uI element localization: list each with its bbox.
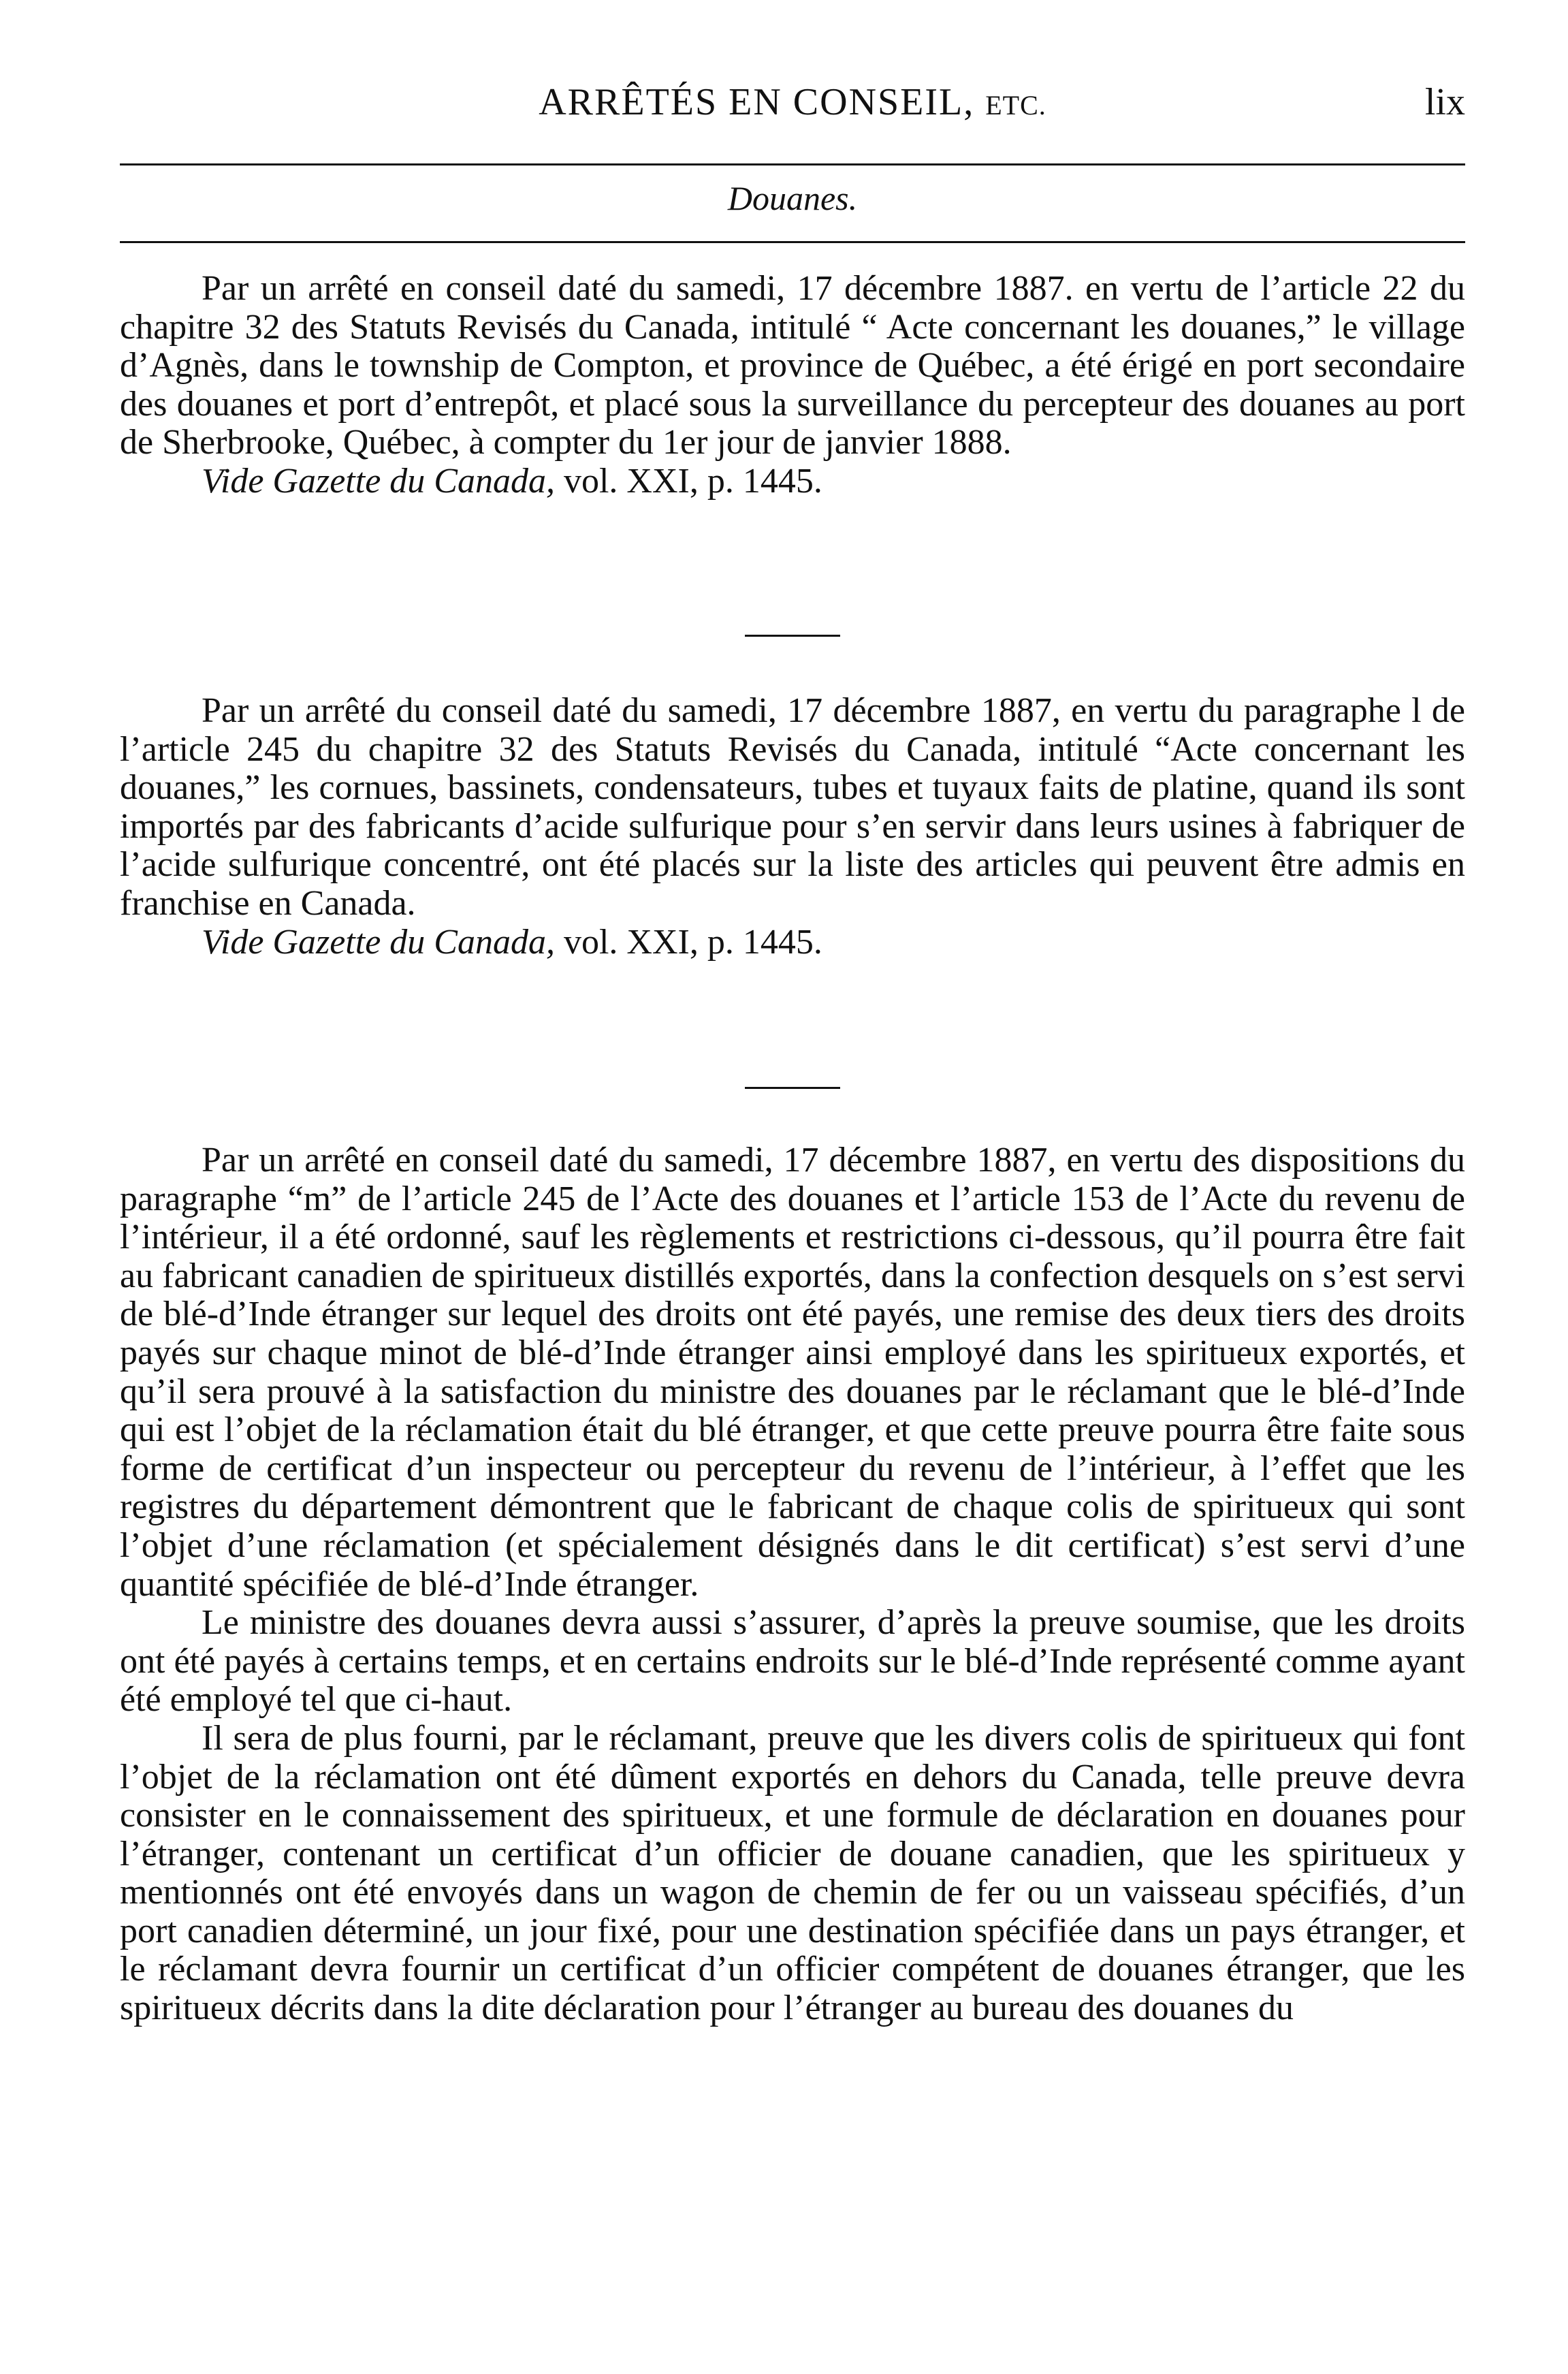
entry-separator-2 [745, 1087, 840, 1089]
entry-3 [120, 1141, 1465, 2028]
book-page [120, 0, 1465, 2374]
entry-1-vide-label: Vide Gazette du Canada, [202, 461, 555, 501]
entry-2-vide-ref: vol. XXI, p. 1445. [563, 922, 822, 962]
entry-2-paragraph: Par un arrêté du conseil daté du samedi, 17 décembre 1887, en vertu du paragraphe l de l’article 245 du chapitre 32 des Statuts Revisés du Canada, intitulé “Acte concernant les douanes,” les cornues, bassinets, condensateurs, tubes et tuyaux faits de platine, quand ils sont importés par des fabricants d’acide sulfurique pour s’en servir dans leurs usines à fabriquer de l’acide sulfurique concentré, ont été placés sur la liste des articles qui peuvent être admis en franchise en Canada. [120, 691, 1465, 923]
running-title-main: ARRÊTÉS EN CONSEIL, [539, 81, 975, 123]
entry-3-paragraph-3: Il sera de plus fourni, par le réclamant, preuve que les divers colis de spiritueux qui font l’objet de la réclamation ont été dûment exportés en dehors du Canada, telle preuve devra consister en le connaissement des spiritueux, et une formule de déclaration en douanes pour l’étranger, contenant un certificat d’un officier de douane canadien, que les spiritueux y mentionnés ont été envoyés dans un wagon de chemin de fer ou un vaisseau spécifiés, d’un port canadien déterminé, un jour fixé, pour une destination spécifiée dans un pays étranger, et le réclamant devra fournir un certificat d’un officier compétent de douanes étranger, que les spiritueux décrits dans la dite déclaration pour l’étranger au bureau des douanes du [120, 1718, 1465, 2028]
entry-2-vide-label: Vide Gazette du Canada, [202, 922, 555, 962]
entry-1-reference [120, 462, 1465, 501]
entry-1-paragraph: Par un arrêté en conseil daté du samedi, 17 décembre 1887. en vertu de l’article 22 du chapitre 32 des Statuts Revisés du Canada, intitulé “ Acte concernant les douanes,” le village d’Agnès, dans le township de Compton, et province de Québec, a été érigé en port secondaire des douanes et port d’entrepôt, et placé sous la surveillance du percepteur des douanes au port de Sherbrooke, Québec, à compter du 1er jour de janvier 1888. [120, 269, 1465, 462]
entry-2-reference [120, 923, 1465, 962]
header-rule-top [120, 163, 1465, 165]
header-rule-bottom [120, 241, 1465, 243]
entry-3-paragraph-1: Par un arrêté en conseil daté du samedi, 17 décembre 1887, en vertu des dispositions du paragraphe “m” de l’article 245 de l’Acte des douanes et l’article 153 de l’Acte du revenu de l’intérieur, il a été ordonné, sauf les règlements et restrictions ci-dessous, qu’il pourra être fait au fabricant canadien de spiritueux distillés exportés, dans la confection desquels on s’est servi de blé-d’Inde étranger sur lequel des droits ont été payés, une remise des deux tiers des droits payés sur chaque minot de blé-d’Inde étranger ainsi employé dans les spiritueux exportés, et qu’il sera prouvé à la satisfaction du ministre des douanes par le réclamant que le blé-d’Inde qui est l’objet de la réclamation était du blé étranger, et que cette preuve pourra être faite sous forme de certificat d’un inspecteur ou percepteur du revenu de l’intérieur, à l’effet que les registres du département démontrent que le fabricant de chaque colis de spiritueux qui sont l’objet d’une réclamation (et spécialement désignés dans le dit certificat) s’est servi d’une quantité spécifiée de blé-d’Inde étranger. [120, 1141, 1465, 1604]
running-title [120, 80, 1465, 124]
entry-3-paragraph-2: Le ministre des douanes devra aussi s’assurer, d’après la preuve soumise, que les droits ont été payés à certains temps, et en certains endroits sur le blé-d’Inde représenté comme ayant été employé tel que ci-haut. [120, 1603, 1465, 1720]
running-title-small: ETC. [985, 90, 1046, 121]
entry-2 [120, 692, 1465, 962]
entry-1-vide-ref: vol. XXI, p. 1445. [563, 461, 822, 501]
entry-separator-1 [745, 635, 840, 637]
section-title: Douanes. [727, 179, 858, 217]
entry-1 [120, 270, 1465, 501]
running-head [120, 80, 1465, 128]
page-number: lix [1424, 81, 1465, 123]
